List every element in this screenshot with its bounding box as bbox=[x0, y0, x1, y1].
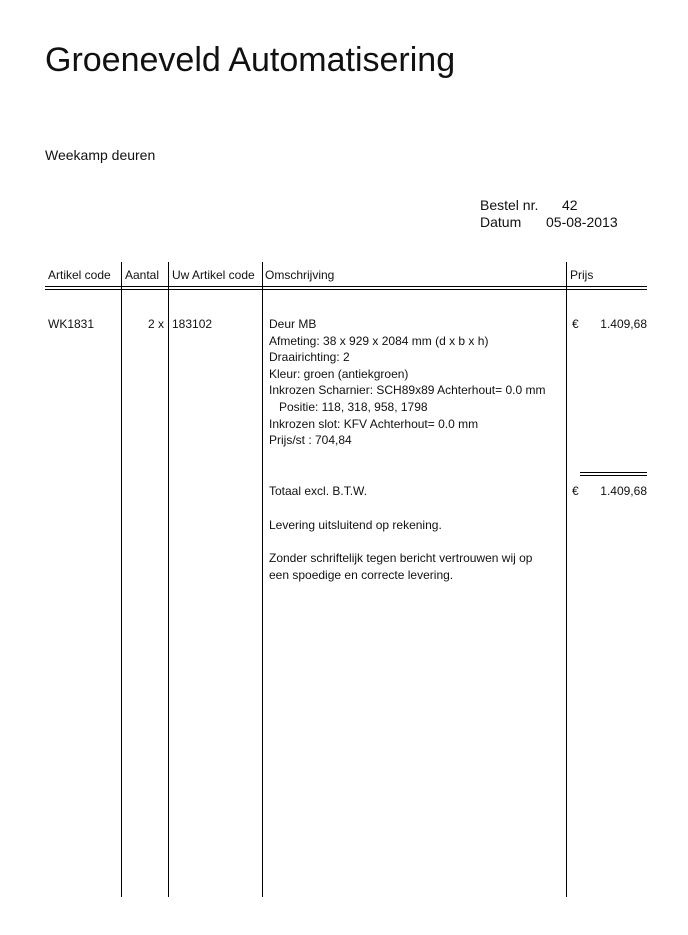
notice-line-2: een spoedige en correcte levering. bbox=[269, 568, 454, 582]
total-currency-symbol: € bbox=[572, 484, 579, 498]
column-divider-1 bbox=[121, 262, 122, 897]
date-label: Datum bbox=[480, 214, 522, 230]
header-rule-top bbox=[45, 286, 647, 287]
column-divider-3 bbox=[262, 262, 263, 897]
description-line: Prijs/st : 704,84 bbox=[269, 433, 352, 448]
description-line: Kleur: groen (antiekgroen) bbox=[269, 366, 409, 381]
order-number-value: 42 bbox=[562, 197, 578, 213]
description-line: Inkrozen Scharnier: SCH89x89 Achterhout= 0.0 mm bbox=[269, 383, 546, 398]
column-header-quantity: Aantal bbox=[125, 268, 160, 282]
item-currency-symbol: € bbox=[572, 317, 579, 331]
item-article-code: WK1831 bbox=[48, 317, 95, 331]
description-line: Afmeting: 38 x 929 x 2084 mm (d x b x h) bbox=[269, 333, 489, 348]
column-header-price: Prijs bbox=[570, 268, 594, 282]
total-rule-top bbox=[580, 472, 647, 473]
column-divider-4 bbox=[566, 262, 567, 897]
column-divider-2 bbox=[168, 262, 169, 897]
item-price: 1.409,68 bbox=[600, 317, 647, 331]
notice-line-1: Zonder schriftelijk tegen bericht vertrouwen wij op bbox=[269, 551, 533, 565]
date-value: 05-08-2013 bbox=[546, 214, 618, 230]
order-number-label: Bestel nr. bbox=[480, 197, 539, 213]
column-header-description: Omschrijving bbox=[265, 268, 335, 282]
description-line: Inkrozen slot: KFV Achterhout= 0.0 mm bbox=[269, 416, 479, 431]
total-rule-bottom bbox=[580, 475, 647, 476]
description-line: Deur MB bbox=[269, 317, 317, 331]
column-header-your-article-code: Uw Artikel code bbox=[172, 268, 255, 282]
delivery-note: Levering uitsluitend op rekening. bbox=[269, 518, 442, 532]
item-your-article-code: 183102 bbox=[172, 317, 213, 331]
description-line: Positie: 118, 318, 958, 1798 bbox=[279, 399, 428, 414]
total-label: Totaal excl. B.T.W. bbox=[269, 484, 368, 498]
item-quantity: 2 x bbox=[148, 317, 165, 331]
description-line: Draairichting: 2 bbox=[269, 350, 350, 365]
column-header-article-code: Artikel code bbox=[48, 268, 111, 282]
recipient-name: Weekamp deuren bbox=[45, 147, 156, 163]
company-name: Groeneveld Automatisering bbox=[45, 41, 456, 79]
item-description bbox=[269, 316, 545, 449]
header-rule-bottom bbox=[45, 289, 647, 290]
total-value: 1.409,68 bbox=[600, 484, 647, 498]
